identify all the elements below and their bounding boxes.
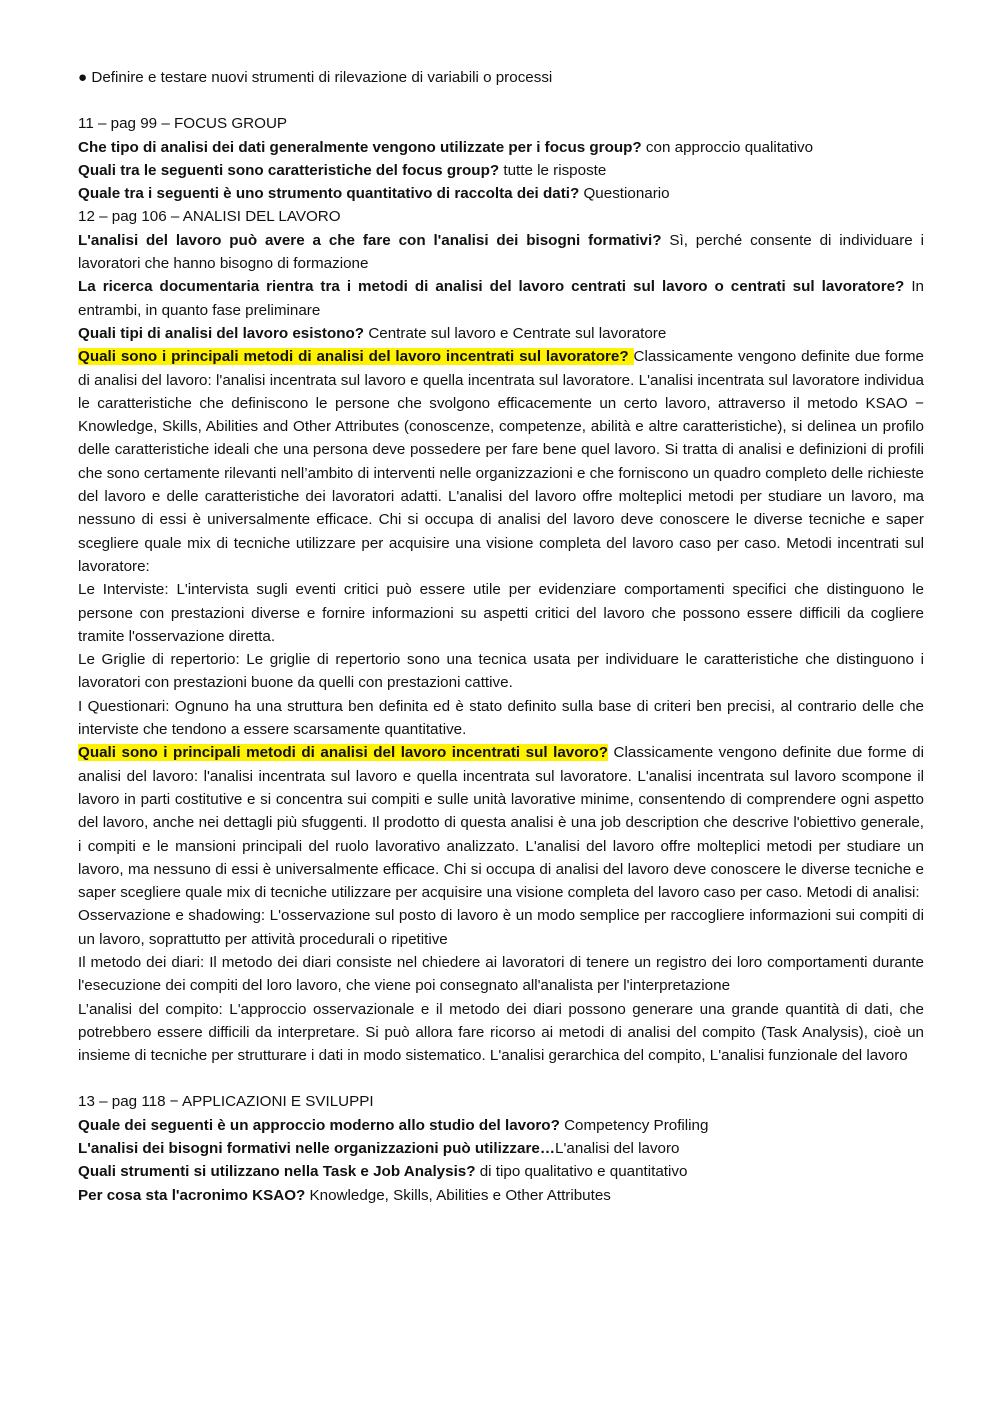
qa-item (78, 182, 924, 205)
qa-item (78, 229, 924, 276)
spacer (78, 89, 924, 112)
answer: Questionario (579, 185, 670, 203)
qa-item (78, 136, 924, 159)
method-paragraph: L’analisi del compito: L'approccio osservazionale e il metodo dei diari possono generare una grande quantità di dati, che potrebbero essere difficili da interpretare. Si può allora fare ricorso ai metodi di analisi del compito (Task Analysis), cioè un insieme di tecniche per strutturare i dati in modo sistematico. L'analisi gerarchica del compito, L'analisi funzionale del lavoro (78, 1000, 924, 1065)
answer: tutte le risposte (499, 161, 607, 179)
qa-item (78, 1114, 924, 1137)
answer: Classicamente vengono definite due forme di analisi del lavoro: l'analisi incentrata sul lavoro e quella incentrata sul lavoratore. L'analisi incentrata sul lavoro scompone il lavoro in parti costitutive e si concentra sui compiti e sulle unità lavorative minime, consentendo di comprendere ogni aspetto del lavoro, anche nei dettagli più sfuggenti. Il prodotto di questa analisi è una job description che descrive l'obiettivo generale, i compiti e le mansioni principali del ruolo lavorativo analizzato. L'analisi del lavoro offre molteplici metodi per studiare un lavoro, ma nessuno di essi è universalmente efficace. Chi si occupa di analisi del lavoro deve conoscere le diverse tecniche e saper scegliere quale mix di tecniche utilizzare per acquisire una visione completa del lavoro caso per caso. Metodi di analisi: (78, 744, 924, 902)
answer: Sì, perché consente di individuare i lavoratori che hanno bisogno di formazione (78, 231, 924, 273)
answer: Competency Profiling (559, 1116, 709, 1134)
question: Quale tra i seguenti è uno strumento quantitativo di raccolta dei dati? (78, 185, 580, 203)
highlighted-qa-work (78, 741, 924, 904)
highlighted-question: Quali sono i principali metodi di analisi del lavoro incentrati sul lavoro? (78, 744, 609, 762)
question: Quali tipi di analisi del lavoro esistono? (78, 324, 365, 342)
highlighted-qa-worker (78, 345, 924, 578)
section-heading-13: 13 – pag 118 − APPLICAZIONI E SVILUPPI (78, 1093, 374, 1111)
qa-item (78, 1184, 924, 1207)
method-paragraph: Il metodo dei diari: Il metodo dei diari consiste nel chiedere ai lavoratori di tenere un registro dei loro comportamenti durante l'esecuzione dei compiti del loro lavoro, che viene poi consegnato all'analista per l'interpretazione (78, 953, 924, 995)
question: Quali tra le seguenti sono caratteristiche del focus group? (78, 161, 500, 179)
question: Quali strumenti si utilizzano nella Task e Job Analysis? (78, 1163, 476, 1181)
qa-item (78, 322, 924, 345)
question: La ricerca documentaria rientra tra i metodi di analisi del lavoro centrati sul lavoro o centrati sul lavoratore? (78, 278, 905, 296)
document-page (78, 66, 924, 1207)
answer: L'analisi del lavoro (555, 1140, 680, 1158)
method-paragraph: Le Interviste: L'intervista sugli eventi critici può essere utile per evidenziare comportamenti specifici che distinguono le persone con prestazioni diverse e fornire informazioni su aspetti critici del lavoro che possono essere difficili da cogliere tramite l'osservazione diretta. (78, 581, 924, 645)
answer: Knowledge, Skills, Abilities e Other Attributes (305, 1186, 611, 1204)
answer: di tipo qualitativo e quantitativo (475, 1163, 688, 1181)
spacer (78, 1067, 924, 1090)
question: L'analisi del lavoro può avere a che fare con l'analisi dei bisogni formativi? (78, 231, 662, 249)
question: Che tipo di analisi dei dati generalmente vengono utilizzate per i focus group? (78, 138, 642, 156)
answer: Centrate sul lavoro e Centrate sul lavoratore (364, 324, 667, 342)
method-paragraph: Osservazione e shadowing: L'osservazione sul posto di lavoro è un modo semplice per raccogliere informazioni sui compiti di un lavoro, soprattutto per attività procedurali o ripetitive (78, 907, 924, 948)
answer: Classicamente vengono definite due forme di analisi del lavoro: l'analisi incentrata sul lavoro e quella incentrata sul lavoratore. L'analisi incentrata sul lavoratore individua le caratteristiche che definiscono le persone che svolgono efficacemente un certo lavoro, attraverso il metodo KSAO − Knowledge, Skills, Abilities and Other Attributes (conoscenze, competenze, abilità e altre caratteristiche), si delinea un profilo delle caratteristiche ideali che una persona deve possedere per fare bene quel lavoro. Si tratta di analisi e definizioni di profili che sono certamente rilevanti nell’ambito di interventi nelle organizzazioni e che forniscono un quadro completo delle richieste del lavoro e delle caratteristiche dei lavoratori adatti. L'analisi del lavoro offre molteplici metodi per studiare un lavoro, ma nessuno di essi è universalmente efficace. Chi si occupa di analisi del lavoro deve conoscere le diverse tecniche e saper scegliere quale mix di tecniche utilizzare per acquisire una visione completa del lavoro caso per caso. Metodi incentrati sul lavoratore: (78, 348, 925, 575)
section-heading-11: 11 – pag 99 – FOCUS GROUP (78, 115, 288, 133)
highlighted-question: Quali sono i principali metodi di analisi del lavoro incentrati sul lavoratore? (78, 348, 634, 366)
qa-item (78, 1137, 924, 1160)
question: Per cosa sta l'acronimo KSAO? (78, 1186, 306, 1204)
question: Quale dei seguenti è un approccio moderno allo studio del lavoro? (78, 1116, 560, 1134)
qa-item (78, 275, 924, 322)
question: L'analisi dei bisogni formativi nelle organizzazioni può utilizzare… (78, 1140, 556, 1158)
qa-item (78, 1160, 924, 1183)
answer: con approccio qualitativo (641, 138, 814, 156)
answer: In entrambi, in quanto fase preliminare (78, 278, 924, 319)
method-paragraph: I Questionari: Ognuno ha una struttura ben definita ed è stato definito sulla base di criteri ben precisi, al contrario delle che interviste che tendono a essere scarsamente quantitative. (78, 697, 924, 739)
section-heading-12: 12 – pag 106 – ANALISI DEL LAVORO (78, 208, 341, 226)
qa-item (78, 159, 924, 182)
bullet-item: ● Definire e testare nuovi strumenti di rilevazione di variabili o processi (78, 69, 553, 86)
method-paragraph: Le Griglie di repertorio: Le griglie di repertorio sono una tecnica usata per individuare le caratteristiche che distinguono i lavoratori con prestazioni buone da quelli con prestazioni cattive. (78, 651, 924, 692)
